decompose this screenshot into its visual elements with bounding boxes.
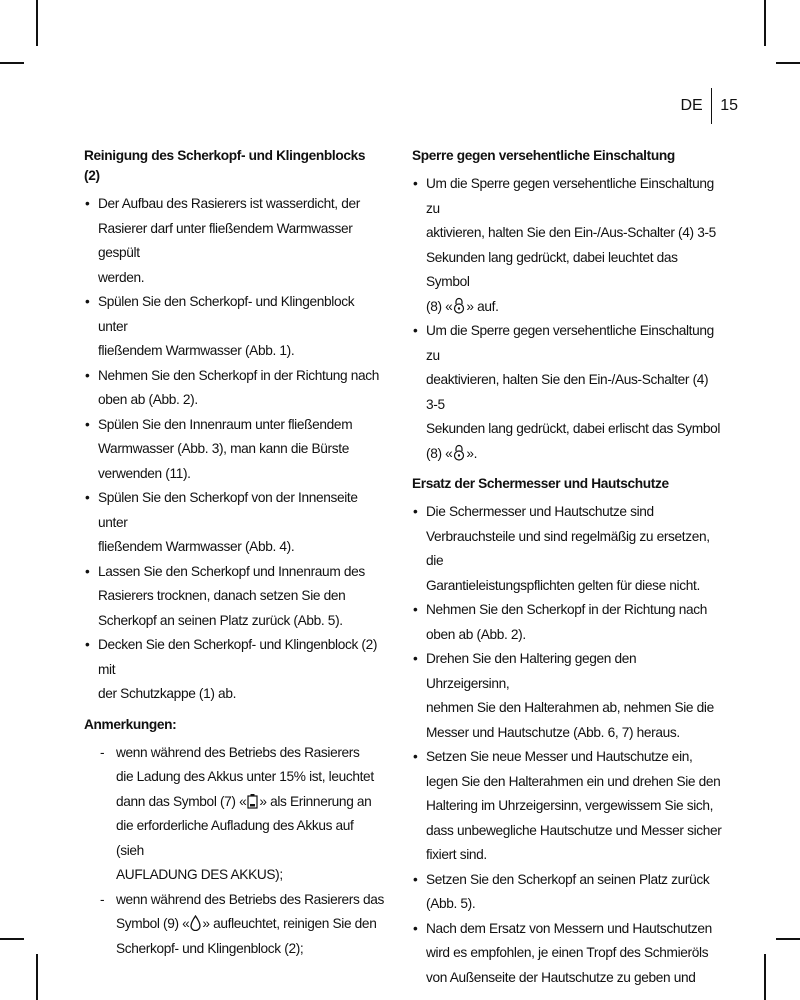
crop-mark: [0, 62, 24, 64]
list-item: • Spülen Sie den Innenraum unter fließendem Warmwasser (Abb. 3), man kann die Bürste verwenden (11).: [84, 413, 384, 487]
list-item: • Setzen Sie den Scherkopf an seinen Platz zurück (Abb. 5).: [412, 868, 722, 917]
list-item: • Nach dem Ersatz von Messern und Hautschutzen wird es empfohlen, je einen Tropf des Schmieröls von Außenseite der Hautschutze zu geben und: [412, 917, 722, 991]
list-item: • Drehen Sie den Haltering gegen den Uhrzeigersinn, nehmen Sie den Halterahmen ab, nehmen Sie die Messer und Hautschutze (Abb. 6, 7) heraus.: [412, 647, 722, 745]
crop-mark: [776, 62, 800, 64]
list-item: • Decken Sie den Scherkopf- und Klingenblock (2) mit der Schutzkappe (1) ab.: [84, 633, 384, 707]
list-item: • Spülen Sie den Scherkopf von der Innenseite unter fließendem Warmwasser (Abb. 4).: [84, 486, 384, 560]
header-divider: [711, 88, 713, 124]
notes-heading: Anmerkungen:: [84, 716, 177, 732]
crop-mark: [764, 0, 766, 46]
replacement-heading: Ersatz der Schermesser und Hautschutze: [412, 476, 669, 491]
lock-list: [412, 172, 722, 466]
list-item: - wenn während des Betriebs des Rasierers die Ladung des Akkus unter 15% ist, leuchtet dann das Symbol (7) « » als Erinnerung an die erforderliche Aufladung des Akkus auf (sieh AUFLADUNG DES AKKUS);: [84, 741, 384, 888]
left-column: [84, 146, 384, 967]
cleaning-heading: Reinigung des Scherkopf- und Klingenblocks (2): [84, 148, 366, 183]
list-item: • Nehmen Sie den Scherkopf in der Richtung nach oben ab (Abb. 2).: [84, 364, 384, 413]
list-item: • Spülen Sie den Scherkopf- und Klingenblock unter fließendem Warmwasser (Abb. 1).: [84, 290, 384, 364]
lock-icon: [453, 297, 465, 314]
crop-mark: [36, 954, 38, 1000]
right-column: [412, 146, 722, 996]
replacement-list: [412, 500, 722, 990]
cleaning-list: [84, 192, 384, 707]
crop-mark: [36, 0, 38, 46]
crop-mark: [0, 938, 24, 940]
list-item: • Lassen Sie den Scherkopf und Innenraum des Rasierers trocknen, danach setzen Sie den Scherkopf an seinen Platz zurück (Abb. 5).: [84, 560, 384, 634]
notes-list: [84, 741, 384, 962]
page-number: 15: [720, 97, 738, 114]
lock-icon: [453, 444, 465, 461]
list-item: - wenn während des Betriebs des Rasierers das Symbol (9) « » aufleuchtet, reinigen Sie den Scherkopf- und Klingenblock (2);: [84, 888, 384, 962]
crop-mark: [764, 954, 766, 1000]
list-item: • Um die Sperre gegen versehentliche Einschaltung zu aktivieren, halten Sie den Ein-/Aus-Schalter (4) 3-5 Sekunden lang gedrückt, dabei leuchtet das Symbol (8) « » auf.: [412, 172, 722, 319]
crop-mark: [776, 938, 800, 940]
list-item: • Nehmen Sie den Scherkopf in der Richtung nach oben ab (Abb. 2).: [412, 598, 722, 647]
list-item: • Setzen Sie neue Messer und Hautschutze ein, legen Sie den Halterahmen ein und drehen Sie den Haltering im Uhrzeigersinn, vergewissem Sie sich, dass unbewegliche Hautschutze und Messer sicher fixiert sind.: [412, 745, 722, 868]
lock-heading: Sperre gegen versehentliche Einschaltung: [412, 148, 675, 163]
language-code: DE: [680, 97, 703, 114]
list-item: • Die Schermesser und Hautschutze sind Verbrauchsteile und sind regelmäßig zu ersetzen, die Garantieleistungspflichten gelten für diese nicht.: [412, 500, 722, 598]
list-item: • Der Aufbau des Rasierers ist wasserdicht, der Rasierer darf unter fließendem Warmwasser gespült werden.: [84, 192, 384, 290]
drop-icon: [190, 915, 201, 931]
battery-icon: [247, 793, 258, 809]
list-item: • Um die Sperre gegen versehentliche Einschaltung zu deaktivieren, halten Sie den Ein-/Aus-Schalter (4) 3-5 Sekunden lang gedrückt, dabei erlischt das Symbol (8) « ».: [412, 319, 722, 466]
page-header: [680, 88, 738, 124]
